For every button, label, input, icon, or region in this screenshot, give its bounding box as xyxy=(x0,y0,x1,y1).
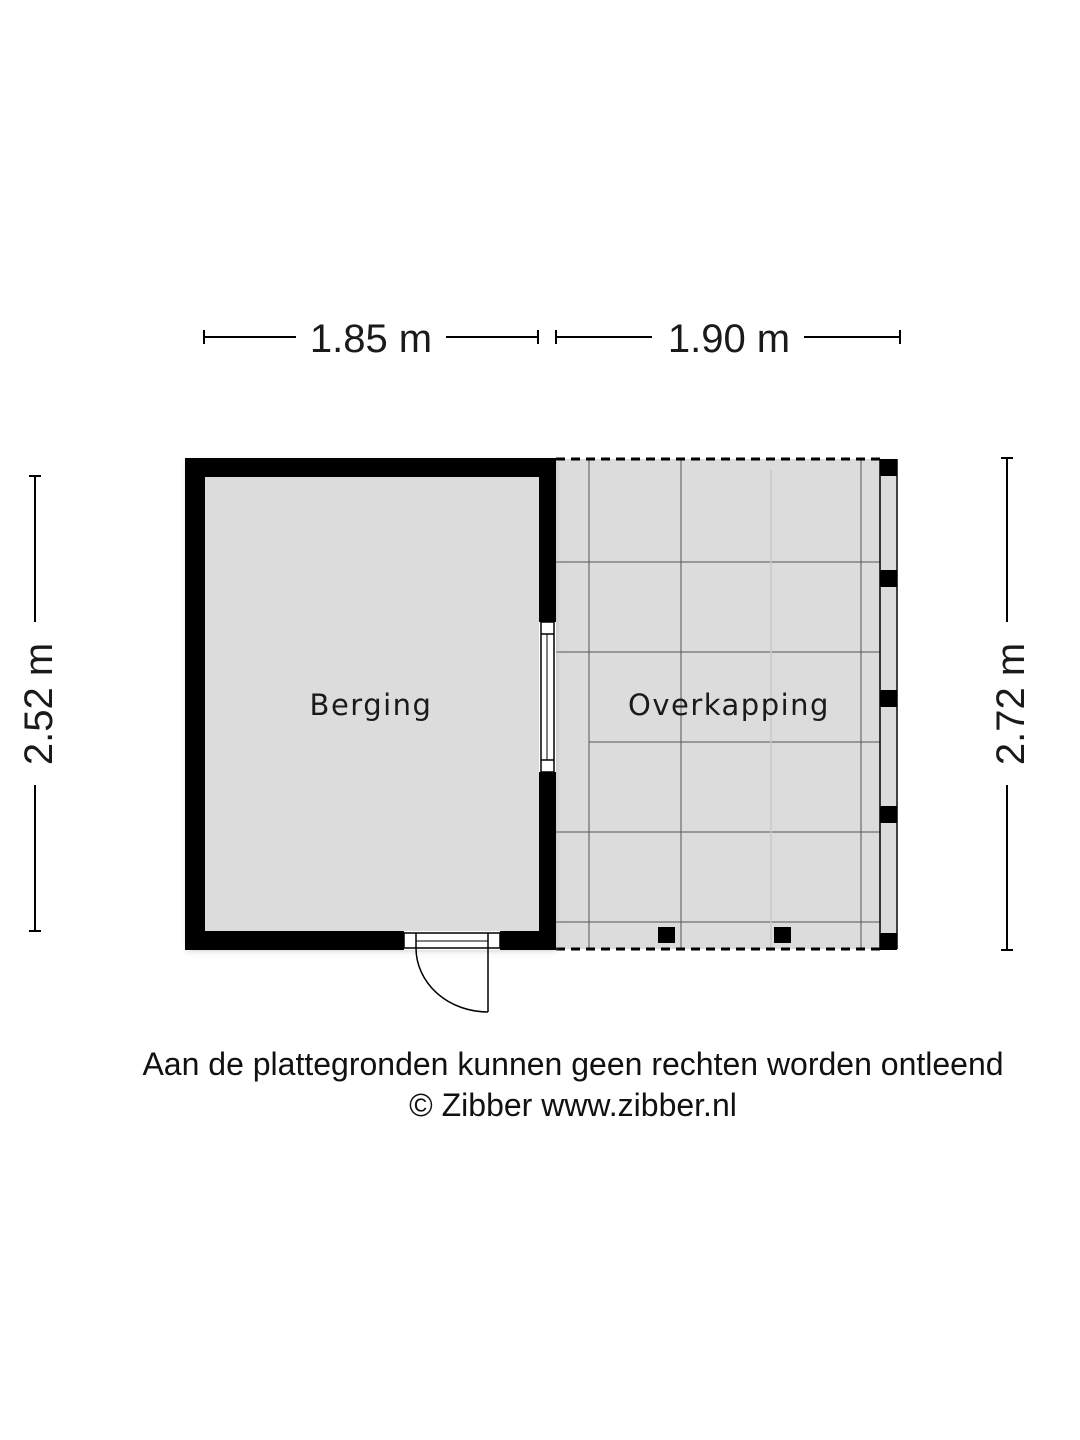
dimension-label-top-left: 1.85 m xyxy=(309,317,433,361)
dimension-left xyxy=(17,476,61,931)
dimension-label-left: 2.52 m xyxy=(17,642,61,766)
dimension-top-right xyxy=(556,317,900,361)
dimension-label-top-right: 1.90 m xyxy=(667,317,791,361)
room-label-storage: Berging xyxy=(309,688,433,722)
dimension-right xyxy=(989,458,1033,950)
dimension-top-left xyxy=(204,317,538,361)
dimension-label-right: 2.72 m xyxy=(989,642,1033,766)
room-label-canopy: Overkapping xyxy=(628,688,830,722)
door-swing xyxy=(416,948,488,1012)
disclaimer-text: Aan de plattegronden kunnen geen rechten worden ontleend xyxy=(142,1046,1004,1082)
copyright-text: © Zibber www.zibber.nl xyxy=(409,1087,737,1123)
